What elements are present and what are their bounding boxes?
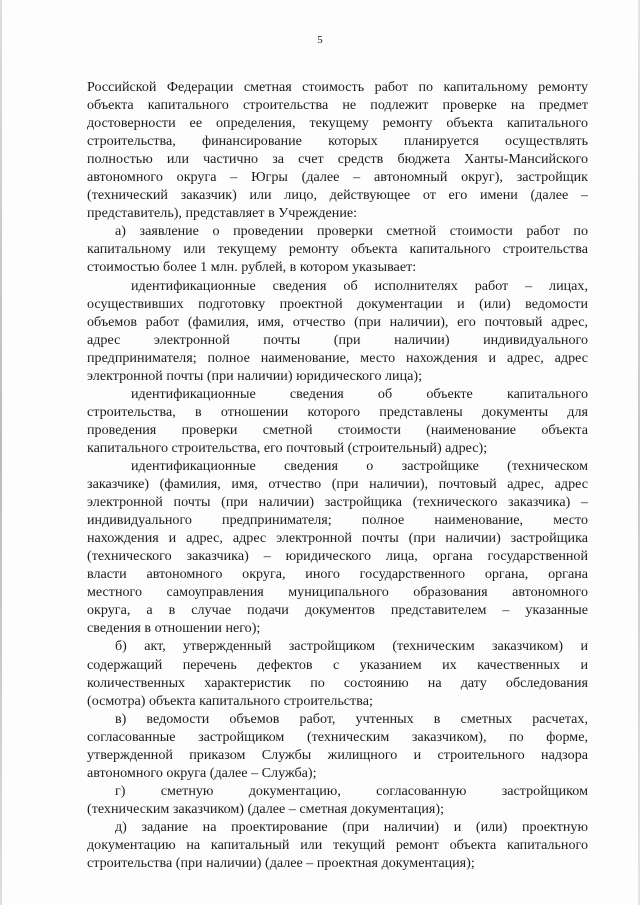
text-line: стоимостью более 1 млн. рублей, в котором указывает:	[87, 259, 417, 276]
text-line: капитальному или текущему ремонту объекта капитального строительства	[87, 241, 588, 258]
text-line: нахождения и адрес, адрес электронной почты (при наличии) застройщика	[87, 530, 588, 547]
text-line: (технический заказчик) или лицо, действующее от его имени (далее –	[87, 187, 588, 204]
text-line: в) ведомости объемов работ, учтенных в сметных расчетах,	[115, 710, 588, 727]
text-line: автономного округа – Югры (далее – автономный округ), застройщик	[87, 169, 588, 186]
text-line: строительства (при наличии) (далее – проектная документация);	[87, 855, 475, 872]
text-line: строительства, финансирование которых планируется осуществлять	[87, 133, 588, 150]
text-line: Российской Федерации сметная стоимость работ по капитальному ремонту	[87, 79, 588, 95]
text-line: утвержденной приказом Службы жилищного и строительного надзора	[87, 746, 588, 763]
text-line: (техническим заказчиком) (далее – сметная документация);	[87, 800, 444, 817]
document-body	[87, 78, 588, 872]
text-line: содержащий перечень дефектов с указанием их качественных и	[87, 656, 588, 673]
text-line: осуществивших подготовку проектной документации и (или) ведомости	[87, 295, 588, 312]
text-line: заказчике) (фамилия, имя, отчество (при наличии), почтовый адрес, адрес	[87, 476, 588, 493]
text-line: г) сметную документацию, согласованную застройщиком	[115, 782, 588, 799]
text-line: проведения проверки сметной стоимости (наименование объекта	[87, 421, 588, 438]
text-line: количественных характеристик по состоянию на дату обследования	[87, 674, 588, 691]
text-line: (технического заказчика) – юридического лица, органа государственной	[87, 548, 588, 565]
text-line: полностью или частично за счет средств бюджета Ханты-Мансийского	[87, 151, 588, 168]
text-line: адрес электронной почты (при наличии) индивидуального	[87, 331, 588, 348]
text-line: согласованные застройщиком (техническим заказчиком), по форме,	[87, 728, 588, 745]
text-line: идентификационные сведения об объекте капитального	[131, 385, 588, 402]
text-line: местного самоуправления муниципального образования автономного	[87, 584, 588, 601]
text-line: округа, а в случае подачи документов представителем – указанные	[87, 602, 588, 619]
scan-edge-left	[0, 0, 2, 905]
text-line: документацию на капитальный или текущий ремонт объекта капитального	[87, 836, 588, 853]
text-line: электронной почты (при наличии) застройщика (технического заказчика) –	[87, 494, 588, 511]
text-line: представитель), представляет в Учреждение:	[87, 205, 358, 222]
text-line: строительства, в отношении которого представлены документы для	[87, 403, 588, 420]
text-line: капитального строительства, его почтовый (строительный) адрес);	[87, 439, 488, 456]
text-line: автономного округа (далее – Служба);	[87, 764, 317, 781]
text-line: идентификационные сведения об исполнителях работ – лицах,	[131, 277, 588, 294]
text-line: власти автономного округа, иного государственного органа, органа	[87, 566, 588, 583]
text-line: индивидуального предпринимателя; полное наименование, место	[87, 512, 588, 529]
text-line: б) акт, утвержденный застройщиком (техническим заказчиком) и	[115, 638, 588, 655]
text-line: сведения в отношении него);	[87, 620, 261, 637]
text-line: объемов работ (фамилия, имя, отчество (при наличии), его почтовый адрес,	[87, 313, 588, 330]
text-line: идентификационные сведения о застройщике (техническом	[131, 457, 588, 474]
page-number: 5	[317, 34, 323, 46]
text-line: предпринимателя; полное наименование, место нахождения и адрес, адрес	[87, 349, 588, 366]
text-line: электронной почты (при наличии) юридического лица);	[87, 367, 423, 384]
text-line: а) заявление о проведении проверки сметной стоимости работ по	[115, 223, 588, 240]
text-line: объекта капитального строительства не подлежит проверке на предмет	[87, 97, 588, 114]
text-line: (осмотра) объекта капитального строительства;	[87, 692, 373, 709]
text-line: д) задание на проектирование (при наличии) и (или) проектную	[115, 818, 588, 835]
text-line: достоверности ее определения, текущему ремонту объекта капитального	[87, 115, 588, 132]
